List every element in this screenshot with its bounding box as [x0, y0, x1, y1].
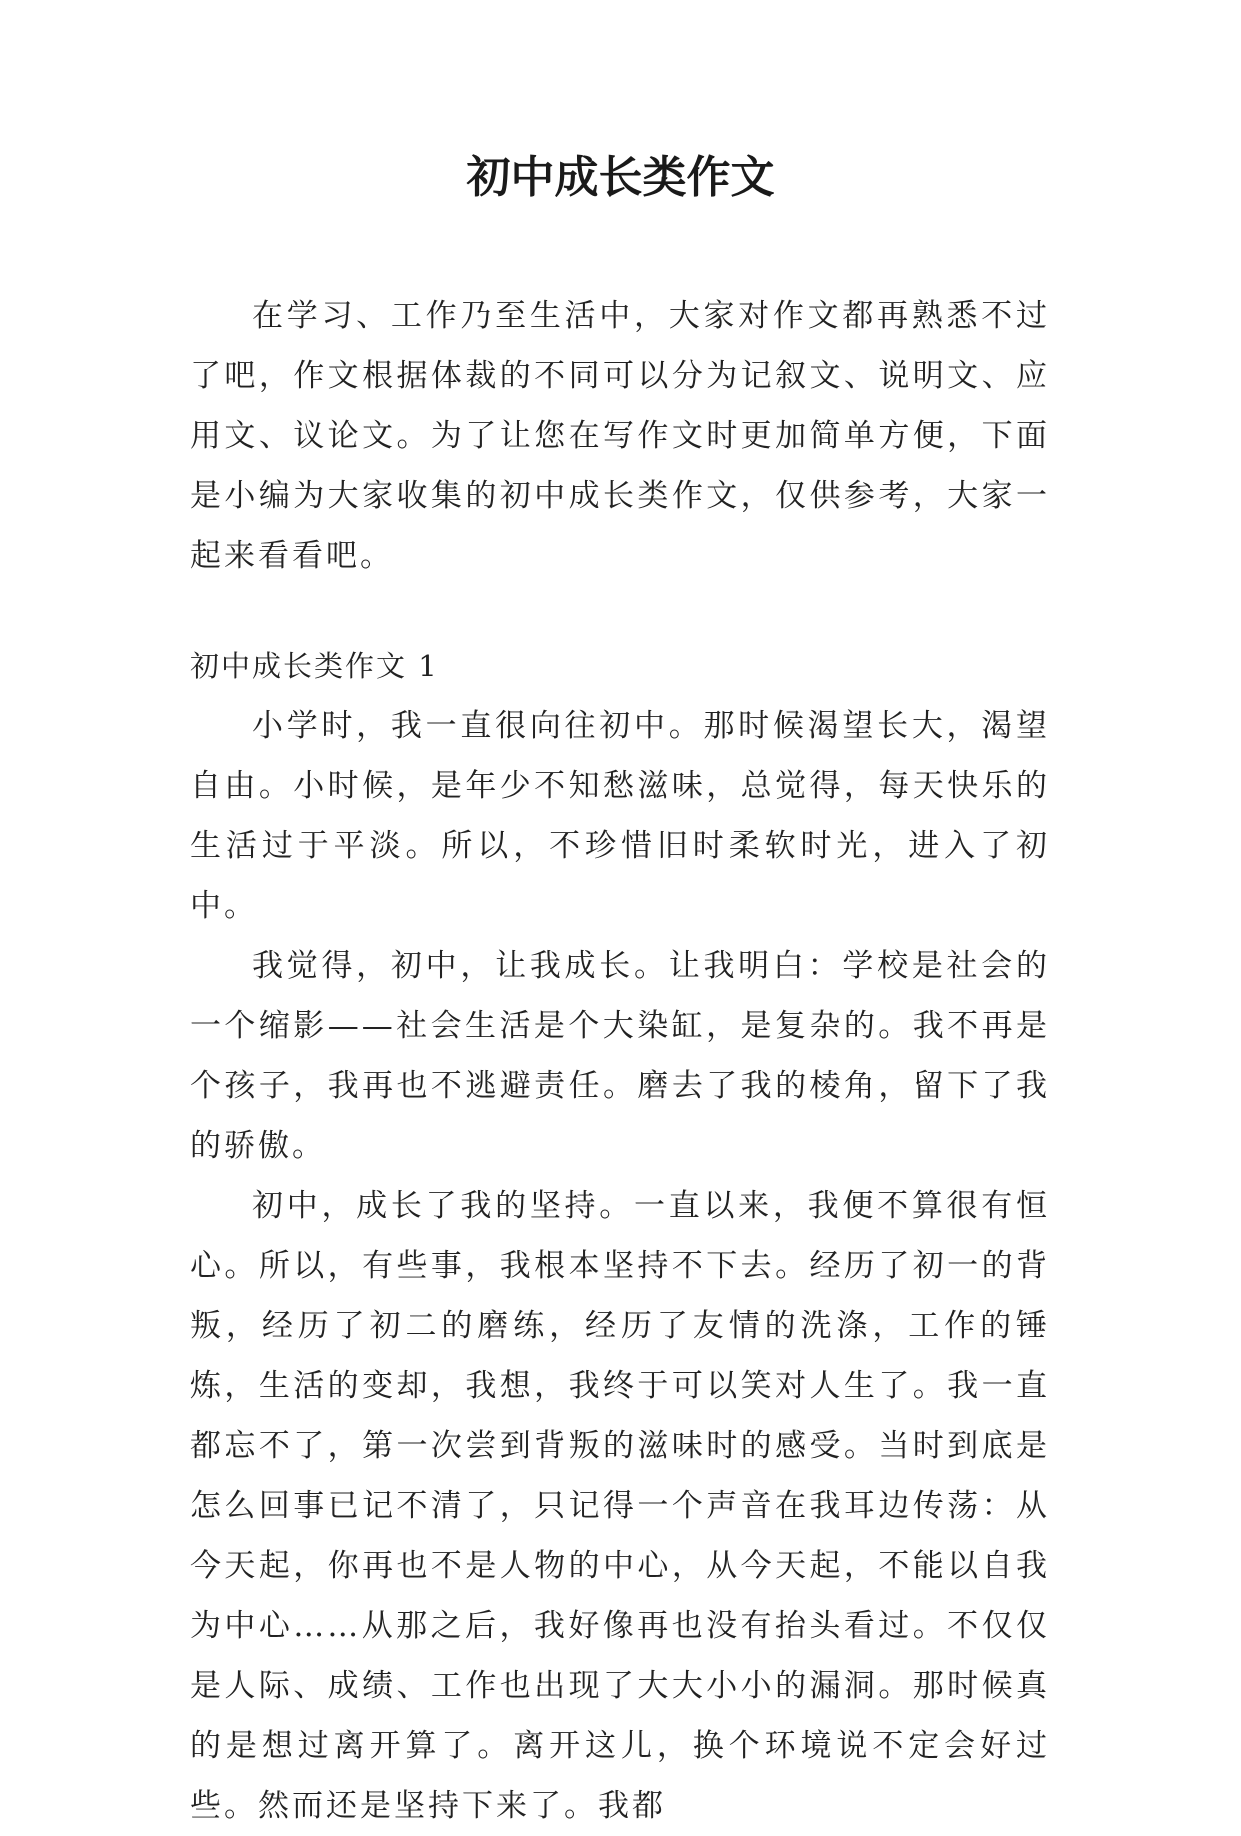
- body-paragraph: 我觉得，初中，让我成长。让我明白：学校是社会的一个缩影——社会生活是个大染缸，是复杂的。我不再是个孩子，我再也不逃避责任。磨去了我的棱角，留下了我的骄傲。: [190, 948, 1050, 1164]
- intro-paragraph: 在学习、工作乃至生活中，大家对作文都再熟悉不过了吧，作文根据体裁的不同可以分为记叙文、说明文、应用文、议论文。为了让您在写作文时更加简单方便，下面是小编为大家收集的初中成长类作文，仅供参考，大家一起来看看吧。: [190, 298, 1050, 574]
- body-paragraph: 小学时，我一直很向往初中。那时候渴望长大，渴望自由。小时候，是年少不知愁滋味，总觉得，每天快乐的生活过于平淡。所以，不珍惜旧时柔软时光，进入了初中。: [190, 708, 1050, 924]
- document-title: 初中成长类作文: [466, 152, 775, 203]
- section-heading: 初中成长类作文 1: [190, 649, 439, 683]
- document-body: [190, 286, 1050, 1836]
- body-paragraph: 初中，成长了我的坚持。一直以来，我便不算很有恒心。所以，有些事，我根本坚持不下去。经历了初一的背叛，经历了初二的磨练，经历了友情的洗涤，工作的锤炼，生活的变却，我想，我终于可以笑对人生了。我一直都忘不了，第一次尝到背叛的滋味时的感受。当时到底是怎么回事已记不清了，只记得一个声音在我耳边传荡：从今天起，你再也不是人物的中心，从今天起，不能以自我为中心……从那之后，我好像再也没有抬头看过。不仅仅是人际、成绩、工作也出现了大大小小的漏洞。那时候真的是想过离开算了。离开这儿，换个环境说不定会好过些。然而还是坚持下来了。我都: [190, 1188, 1050, 1824]
